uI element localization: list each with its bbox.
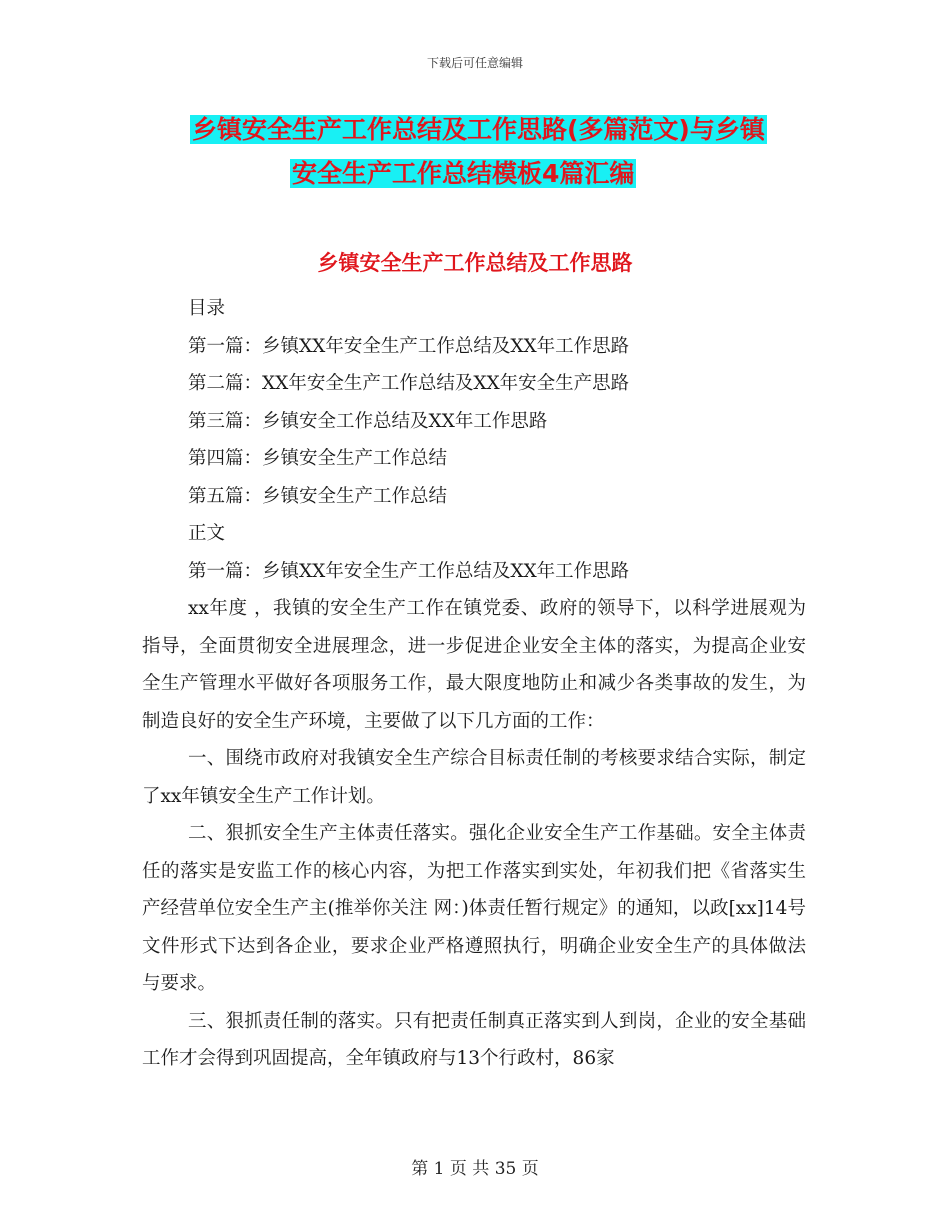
- page-footer: 第 1 页 共 35 页: [411, 1159, 539, 1179]
- section-heading: 第一篇：乡镇XX年安全生产工作总结及XX年工作思路: [188, 560, 630, 582]
- body-label: 正文: [188, 523, 226, 544]
- paragraph: 一、围绕市政府对我镇安全生产综合目标责任制的考核要求结合实际，制定了xx年镇安全生产工作计划。: [142, 748, 806, 807]
- toc-item: 第五篇：乡镇安全生产工作总结: [188, 485, 448, 507]
- toc-item: 第三篇：乡镇安全工作总结及XX年工作思路: [188, 410, 548, 432]
- document-title: [190, 108, 810, 196]
- title-line-1: 乡镇安全生产工作总结及工作思路(多篇范文)与乡镇: [192, 115, 765, 144]
- section-title: 乡镇安全生产工作总结及工作思路: [317, 251, 633, 275]
- toc-item: 第四篇：乡镇安全生产工作总结: [188, 448, 448, 469]
- paragraph: 二、狠抓安全生产主体责任落实。强化企业安全生产工作基础。安全主体责任的落实是安监工作的核心内容，为把工作落实到实处，年初我们把《省落实生产经营单位安全生产主(推举你关注 网：)体责任暂行规定》的通知，以政[xx]14号文件形式下达到各企业，要求企业严格遵照执行，明确企业安全生产的具体做法与要求。: [142, 823, 806, 994]
- header-note: 下载后可任意编辑: [426, 56, 523, 70]
- document-body: [142, 290, 806, 1078]
- toc-item: 第二篇：XX年安全生产工作总结及XX年安全生产思路: [188, 373, 630, 394]
- paragraph: xx年度 ，我镇的安全生产工作在镇党委、政府的领导下，以科学进展观为指导，全面贯彻安全进展理念，进一步促进企业安全主体的落实，为提高企业安全生产管理水平做好各项服务工作，最大限度地防止和减少各类事故的发生，为制造良好的安全生产环境，主要做了以下几方面的工作：: [142, 598, 806, 732]
- toc-item: 第一篇：乡镇XX年安全生产工作总结及XX年工作思路: [188, 335, 630, 357]
- paragraph: 三、狠抓责任制的落实。只有把责任制真正落实到人到岗，企业的安全基础工作才会得到巩固提高，全年镇政府与13个行政村，86家: [142, 1010, 806, 1069]
- toc-label: 目录: [188, 298, 226, 319]
- title-line-2: 安全生产工作总结模板4篇汇编: [292, 159, 635, 188]
